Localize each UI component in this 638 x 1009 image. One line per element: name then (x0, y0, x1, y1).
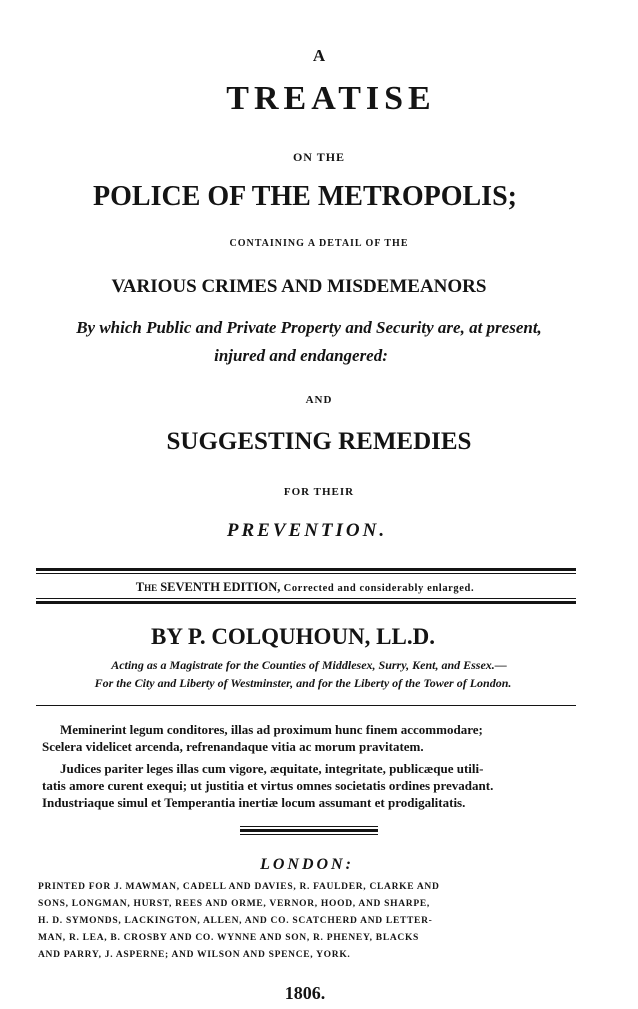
imprint-city: LONDON: (260, 856, 354, 873)
edition-top-rule-thick (36, 568, 576, 571)
edition-rest: Corrected and considerably enlarged. (280, 583, 475, 594)
title-main: TREATISE (226, 80, 436, 117)
imprint-rule-thin-bottom (240, 834, 378, 835)
imprint-year: 1806. (284, 983, 326, 1003)
title-on-the: ON THE (292, 150, 346, 164)
epigraph-line-4: tatis amore curent exequi; ut justitia et virtus omnes societatis ordines prevadant. (42, 778, 494, 793)
title-prevention: PREVENTION. (226, 520, 388, 541)
epigraph-line-5: Industriaque simul et Temperantia inertiæ locum assumant et prodigalitatis. (42, 795, 466, 810)
edition-number: SEVENTH EDITION, (160, 580, 281, 594)
title-by-which-line-2: injured and endangered: (214, 346, 388, 365)
title-article: A (312, 46, 326, 65)
epigraph-line-1: Meminerint legum conditores, illas ad proximum hunc finem accommodare; (60, 722, 483, 737)
title-by-which-line-1: By which Public and Private Property and Security are, at present, (76, 318, 542, 337)
edition-bottom-rule-thick (36, 601, 576, 604)
imprint-line-1: PRINTED FOR J. MAWMAN, CADELL AND DAVIES, R. FAULDER, CLARKE AND (38, 882, 440, 892)
edition-statement (0, 580, 624, 595)
edition-the: The (135, 580, 161, 594)
author-office-line-2: For the City and Liberty of Westminster, and for the Liberty of the Tower of London. (94, 676, 512, 690)
imprint-line-2: SONS, LONGMAN, HURST, REES AND ORME, VERNOR, HOOD, AND SHARPE, (38, 899, 430, 909)
imprint-line-3: H. D. SYMONDS, LACKINGTON, ALLEN, AND CO. SCATCHERD AND LETTER- (38, 916, 433, 926)
epigraph-line-2: Scelera videlicet arcenda, refrenandaque vitia ac morum pravitatem. (42, 739, 424, 754)
title-crimes: VARIOUS CRIMES AND MISDEMEANORS (111, 276, 487, 297)
edition-bottom-rule-thin (36, 598, 576, 599)
epigraph-line-3: Judices pariter leges illas cum vigore, æquitate, integritate, publicæque utili- (60, 761, 484, 776)
edition-top-rule-thin (36, 573, 576, 574)
title-and: AND (305, 394, 333, 406)
title-subject: POLICE OF THE METROPOLIS; (93, 181, 517, 212)
imprint-rule-thin-top (240, 826, 378, 827)
author-office-line-1: Acting as a Magistrate for the Counties of Middlesex, Surry, Kent, and Essex.— (111, 658, 507, 672)
imprint-rule-thick (240, 829, 378, 832)
title-suggesting: SUGGESTING REMEDIES (166, 428, 472, 455)
author-name: BY P. COLQUHOUN, LL.D. (151, 624, 435, 649)
title-for-their: FOR THEIR (283, 486, 355, 498)
title-containing: CONTAINING A DETAIL OF THE (229, 238, 409, 249)
imprint-line-4: MAN, R. LEA, B. CROSBY AND CO. WYNNE AND SON, R. PHENEY, BLACKS (38, 933, 420, 943)
imprint-line-5: AND PARRY, J. ASPERNE; AND WILSON AND SPENCE, YORK. (38, 950, 351, 960)
epigraph-top-rule (36, 705, 576, 706)
